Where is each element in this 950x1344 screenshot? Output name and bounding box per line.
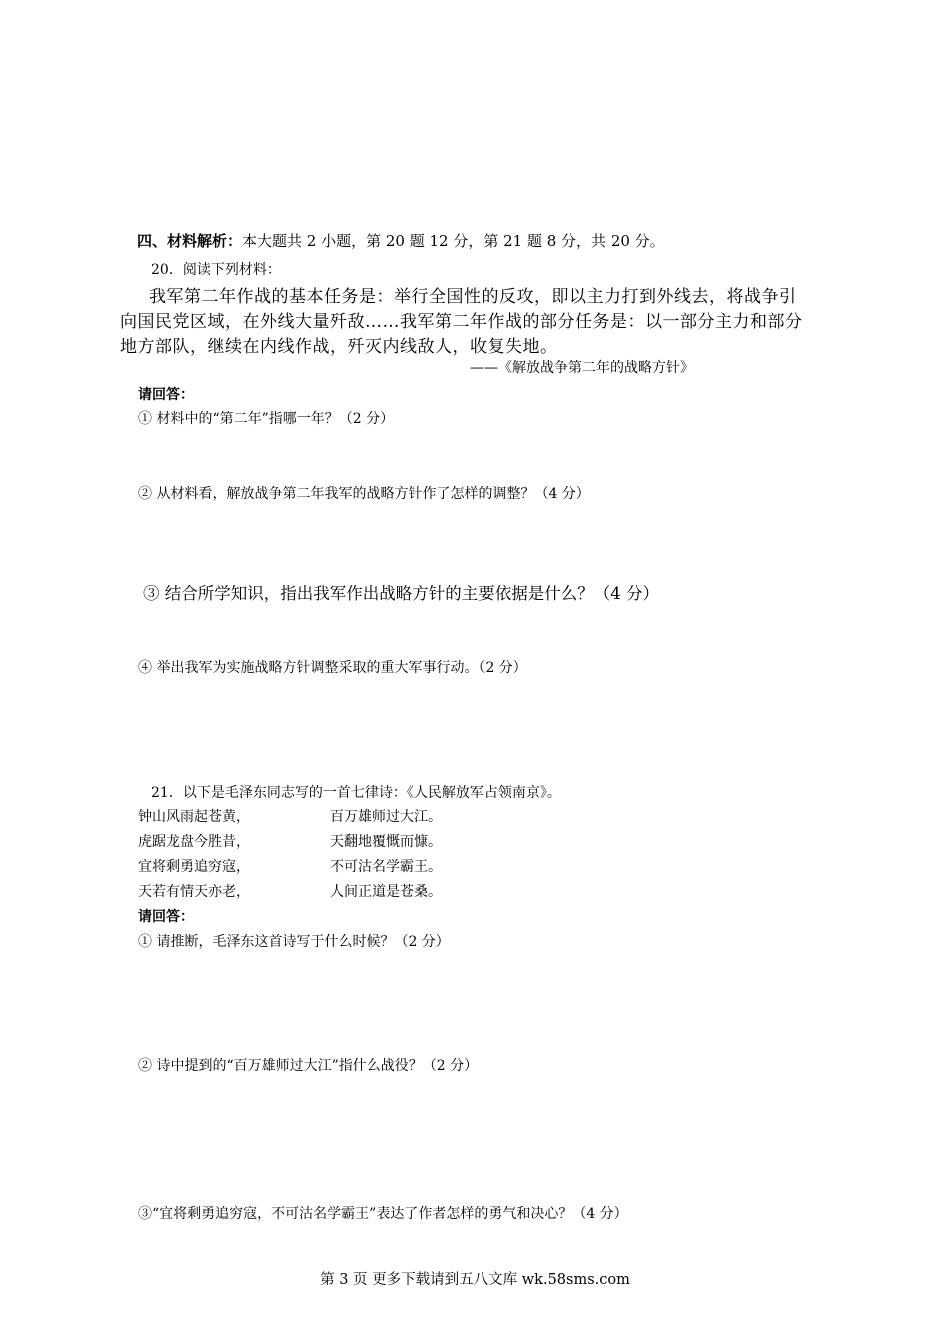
q21-sub-2: ② 诗中提到的“百万雄师过大江”指什么战役？（2 分） [138, 1058, 479, 1074]
section-4-desc: 本大题共 2 小题，第 20 题 12 分，第 21 题 8 分，共 20 分。 [242, 232, 665, 250]
poem-line-3-right: 不可沽名学霸王。 [330, 859, 442, 875]
poem-line-4-right: 人间正道是苍桑。 [330, 884, 442, 900]
q21-sub-1: ① 请推断，毛泽东这首诗写于什么时候？（2 分） [138, 934, 450, 950]
q20-material-line-1: 我军第二年作战的基本任务是：举行全国性的反攻，即以主力打到外线去，将战争引 [149, 287, 797, 307]
q20-material-line-3: 地方部队，继续在内线作战，歼灭内线敌人，收复失地。 [120, 337, 558, 357]
poem-line-1-left: 钟山风雨起苍黄， [138, 809, 250, 825]
poem-line-2-left: 虎踞龙盘今胜昔， [138, 834, 250, 850]
q21-intro: 21．以下是毛泽东同志写的一首七律诗：《人民解放军占领南京》。 [151, 785, 561, 801]
q20-sub-3: ③ 结合所学知识，指出我军作出战略方针的主要依据是什么？（4 分） [143, 584, 659, 603]
poem-line-2-right: 天翻地覆慨而慷。 [330, 834, 442, 850]
q20-material-line-2: 向国民党区域，在外线大量歼敌……我军第二年作战的部分任务是：以一部分主力和部分 [120, 312, 803, 332]
poem-line-1-right: 百万雄师过大江。 [330, 809, 442, 825]
q21-sub-3: ③“宜将剩勇追穷寇，不可沽名学霸王”表达了作者怎样的勇气和决心？（4 分） [138, 1206, 628, 1222]
q20-source: ——《解放战争第二年的战略方针》 [470, 360, 694, 376]
q20-sub-2: ② 从材料看，解放战争第二年我军的战略方针作了怎样的调整？（4 分） [138, 486, 590, 502]
q20-sub-1: ① 材料中的“第二年”指哪一年？（2 分） [138, 411, 395, 427]
page-footer: 第 3 页 更多下载请到五八文库 wk.58sms.com [320, 1272, 630, 1288]
q20-intro: 20．阅读下列材料： [151, 262, 281, 278]
q20-sub-4: ④ 举出我军为实施战略方针调整采取的重大军事行动。（2 分） [138, 660, 527, 676]
section-4-heading [137, 230, 665, 251]
poem-line-4-left: 天若有情天亦老， [138, 884, 250, 900]
section-4-title: 四、材料解析： [137, 232, 243, 250]
q21-prompt: 请回答： [138, 909, 194, 925]
poem-line-3-left: 宜将剩勇追穷寇， [138, 859, 250, 875]
q20-prompt: 请回答： [138, 387, 194, 403]
